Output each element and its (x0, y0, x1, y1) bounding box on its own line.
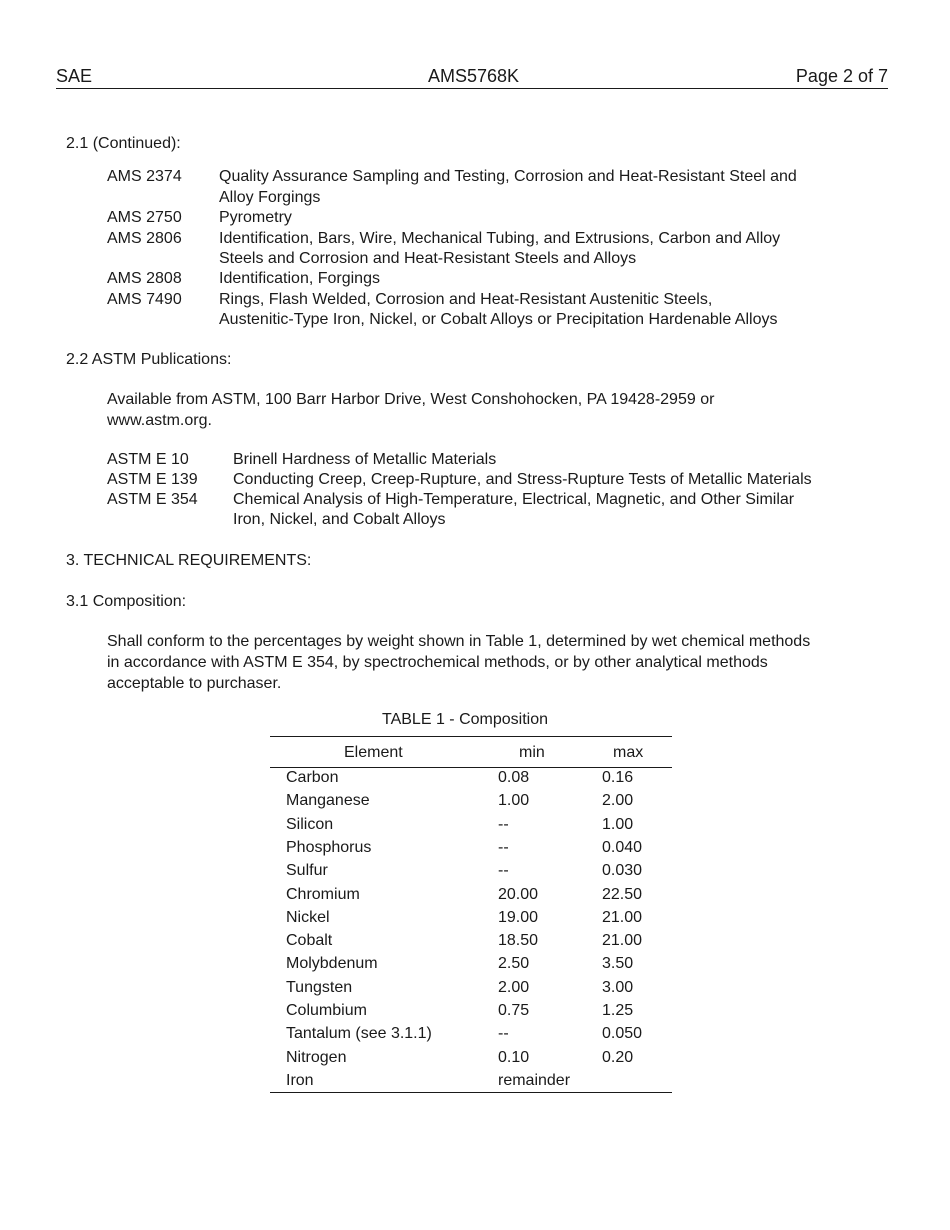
cell-max: 0.030 (602, 862, 643, 880)
ref-title: Austenitic-Type Iron, Nickel, or Cobalt Alloys or Precipitation Hardenable Alloys (219, 311, 778, 328)
cell-element: Silicon (286, 815, 334, 833)
cell-min: 0.75 (498, 1002, 530, 1019)
ref-title: Rings, Flash Welded, Corrosion and Heat-Resistant Austenitic Steels, (219, 291, 713, 308)
cell-max: 22.50 (602, 885, 643, 903)
ref-title: Pyrometry (219, 209, 292, 226)
ref-code: AMS 2374 (107, 168, 182, 185)
availability-text: Available from ASTM, 100 Barr Harbor Drive, West Conshohocken, PA 19428-2959 or (107, 391, 715, 408)
ref-code: AMS 2806 (107, 230, 182, 247)
cell-min: 20.00 (498, 885, 539, 903)
composition-body: Shall conform to the percentages by weight shown in Table 1, determined by wet chemical methods (107, 633, 811, 650)
table-header-max: max (613, 744, 644, 761)
cell-min: 1.00 (498, 792, 530, 810)
ref-title: Chemical Analysis of High-Temperature, Electrical, Magnetic, and Other Similar (233, 491, 795, 508)
cell-element: Carbon (286, 769, 339, 786)
cell-max: 0.050 (602, 1025, 643, 1043)
cell-min: remainder (498, 1071, 571, 1089)
header-doc-number: AMS5768K (428, 66, 520, 86)
ref-code: ASTM E 10 (107, 451, 189, 468)
cell-max: 3.00 (602, 978, 634, 996)
table-bottom-rule (270, 1092, 672, 1093)
cell-element: Cobalt (286, 932, 333, 950)
cell-min: -- (498, 862, 509, 880)
ref-title: Steels and Corrosion and Heat-Resistant Steels and Alloys (219, 250, 637, 267)
cell-min: -- (498, 815, 509, 833)
ref-code: ASTM E 354 (107, 491, 198, 508)
section-3-heading: 3. TECHNICAL REQUIREMENTS: (66, 552, 312, 569)
cell-max: 2.00 (602, 792, 634, 810)
cell-max: 21.00 (602, 908, 643, 926)
ref-title: Alloy Forgings (219, 189, 321, 206)
cell-element: Iron (286, 1071, 314, 1089)
cell-element: Chromium (286, 885, 360, 903)
cell-element: Manganese (286, 792, 370, 810)
cell-min: 2.00 (498, 978, 530, 996)
ref-title: Quality Assurance Sampling and Testing, Corrosion and Heat-Resistant Steel and (219, 168, 797, 185)
ref-code: AMS 2808 (107, 270, 182, 287)
cell-element: Nitrogen (286, 1048, 347, 1066)
cell-max: 21.00 (602, 932, 643, 950)
cell-element: Tantalum (see 3.1.1) (286, 1025, 432, 1043)
cell-element: Sulfur (286, 862, 328, 880)
ref-code: AMS 7490 (107, 291, 182, 308)
cell-min: 18.50 (498, 932, 539, 950)
cell-min: -- (498, 1025, 509, 1043)
ref-title: Iron, Nickel, and Cobalt Alloys (233, 511, 446, 528)
ref-code: AMS 2750 (107, 209, 182, 226)
section-2-2-heading: 2.2 ASTM Publications: (66, 351, 232, 368)
header-org: SAE (56, 66, 93, 86)
cell-max: 0.040 (602, 838, 643, 856)
cell-element: Phosphorus (286, 838, 372, 856)
ref-code: ASTM E 139 (107, 471, 198, 488)
section-2-1-heading: 2.1 (Continued): (66, 135, 181, 152)
cell-min: 19.00 (498, 908, 539, 926)
page-header (56, 66, 888, 89)
cell-element: Nickel (286, 908, 330, 926)
cell-max: 0.20 (602, 1048, 634, 1066)
ref-title: Identification, Forgings (219, 270, 380, 287)
cell-min: 0.08 (498, 769, 530, 786)
cell-element: Tungsten (286, 978, 353, 996)
composition-body: acceptable to purchaser. (107, 675, 282, 692)
table-header-element: Element (344, 744, 403, 761)
cell-min: -- (498, 838, 509, 856)
cell-min: 0.10 (498, 1048, 530, 1066)
cell-min: 2.50 (498, 955, 530, 973)
section-3-1-heading: 3.1 Composition: (66, 593, 187, 610)
ref-title: Conducting Creep, Creep-Rupture, and Stress-Rupture Tests of Metallic Materials (233, 471, 812, 488)
table-caption: TABLE 1 - Composition (382, 711, 548, 728)
cell-element: Columbium (286, 1002, 367, 1019)
table-header-min: min (519, 744, 545, 761)
header-page-number: Page 2 of 7 (795, 66, 888, 86)
availability-text: www.astm.org. (107, 412, 212, 429)
table-top-rule (270, 736, 672, 737)
cell-max: 3.50 (602, 955, 634, 973)
ref-title: Brinell Hardness of Metallic Materials (233, 451, 497, 468)
cell-max: 1.25 (602, 1002, 634, 1019)
ref-title: Identification, Bars, Wire, Mechanical Tubing, and Extrusions, Carbon and Alloy (219, 230, 781, 247)
cell-element: Molybdenum (286, 955, 378, 973)
cell-max: 1.00 (602, 815, 634, 833)
cell-max: 0.16 (602, 769, 634, 786)
composition-body: in accordance with ASTM E 354, by spectrochemical methods, or by other analytical methods (107, 654, 768, 671)
